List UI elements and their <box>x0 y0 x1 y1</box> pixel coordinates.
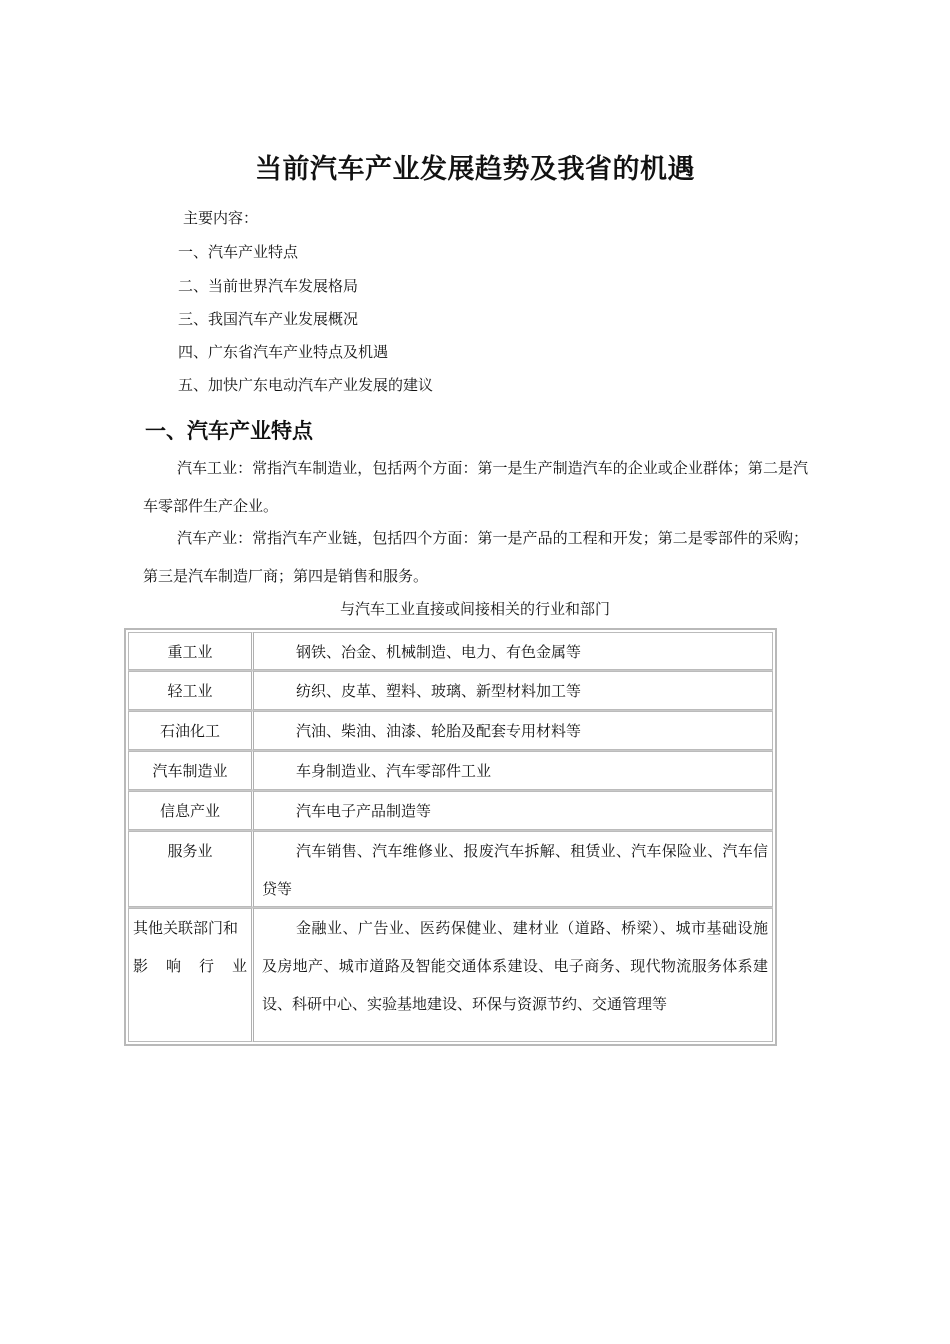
sector-cell: 石油化工 <box>128 711 254 750</box>
toc-item: 一、汽车产业特点 <box>178 243 299 261</box>
detail-cell: 纺织、皮革、塑料、玻璃、新型材料加工等 <box>254 671 773 710</box>
toc-item: 三、我国汽车产业发展概况 <box>178 310 359 328</box>
detail-cell: 汽车电子产品制造等 <box>254 791 773 830</box>
detail-cell: 车身制造业、汽车零部件工业 <box>254 751 773 790</box>
toc-label: 主要内容： <box>183 209 259 227</box>
detail-cell: 金融业、广告业、医药保健业、建材业（道路、桥梁）、城市基础设施及房地产、城市道路及智能交通体系建设、电子商务、现代物流服务体系建设、科研中心、实验基地建设、环保与资源节约、交通管理等 <box>254 908 773 1042</box>
sector-cell: 信息产业 <box>128 791 254 830</box>
detail-cell: 汽油、柴油、油漆、轮胎及配套专用材料等 <box>254 711 773 750</box>
toc-item: 四、广东省汽车产业特点及机遇 <box>178 343 389 361</box>
table-row <box>128 711 773 751</box>
sector-cell: 重工业 <box>128 632 254 670</box>
industry-table <box>124 628 777 1046</box>
detail-cell: 汽车销售、汽车维修业、报废汽车拆解、租赁业、汽车保险业、汽车信贷等 <box>254 831 773 907</box>
page-title: 当前汽车产业发展趋势及我省的机遇 <box>255 154 695 185</box>
sector-cell: 汽车制造业 <box>128 751 254 790</box>
section-heading: 一、汽车产业特点 <box>145 419 313 443</box>
table-caption: 与汽车工业直接或间接相关的行业和部门 <box>339 600 610 618</box>
toc-item: 二、当前世界汽车发展格局 <box>178 277 359 295</box>
table-row <box>128 908 773 1042</box>
sector-cell: 其他关联部门和影响行业 <box>128 908 254 1042</box>
paragraph-auto-industry: 汽车工业：常指汽车制造业，包括两个方面：第一是生产制造汽车的企业或企业群体；第二是汽车零部件生产企业。 <box>143 459 808 515</box>
table-row <box>128 791 773 831</box>
sector-cell: 轻工业 <box>128 671 254 710</box>
table-row <box>128 831 773 908</box>
detail-cell: 钢铁、冶金、机械制造、电力、有色金属等 <box>254 632 773 670</box>
toc-item: 五、加快广东电动汽车产业发展的建议 <box>178 376 434 394</box>
table-row <box>128 751 773 791</box>
sector-cell: 服务业 <box>128 831 254 907</box>
table-row <box>128 632 773 671</box>
table-row <box>128 671 773 711</box>
paragraph-auto-chain: 汽车产业：常指汽车产业链，包括四个方面：第一是产品的工程和开发；第二是零部件的采购；第三是汽车制造厂商；第四是销售和服务。 <box>143 529 808 585</box>
